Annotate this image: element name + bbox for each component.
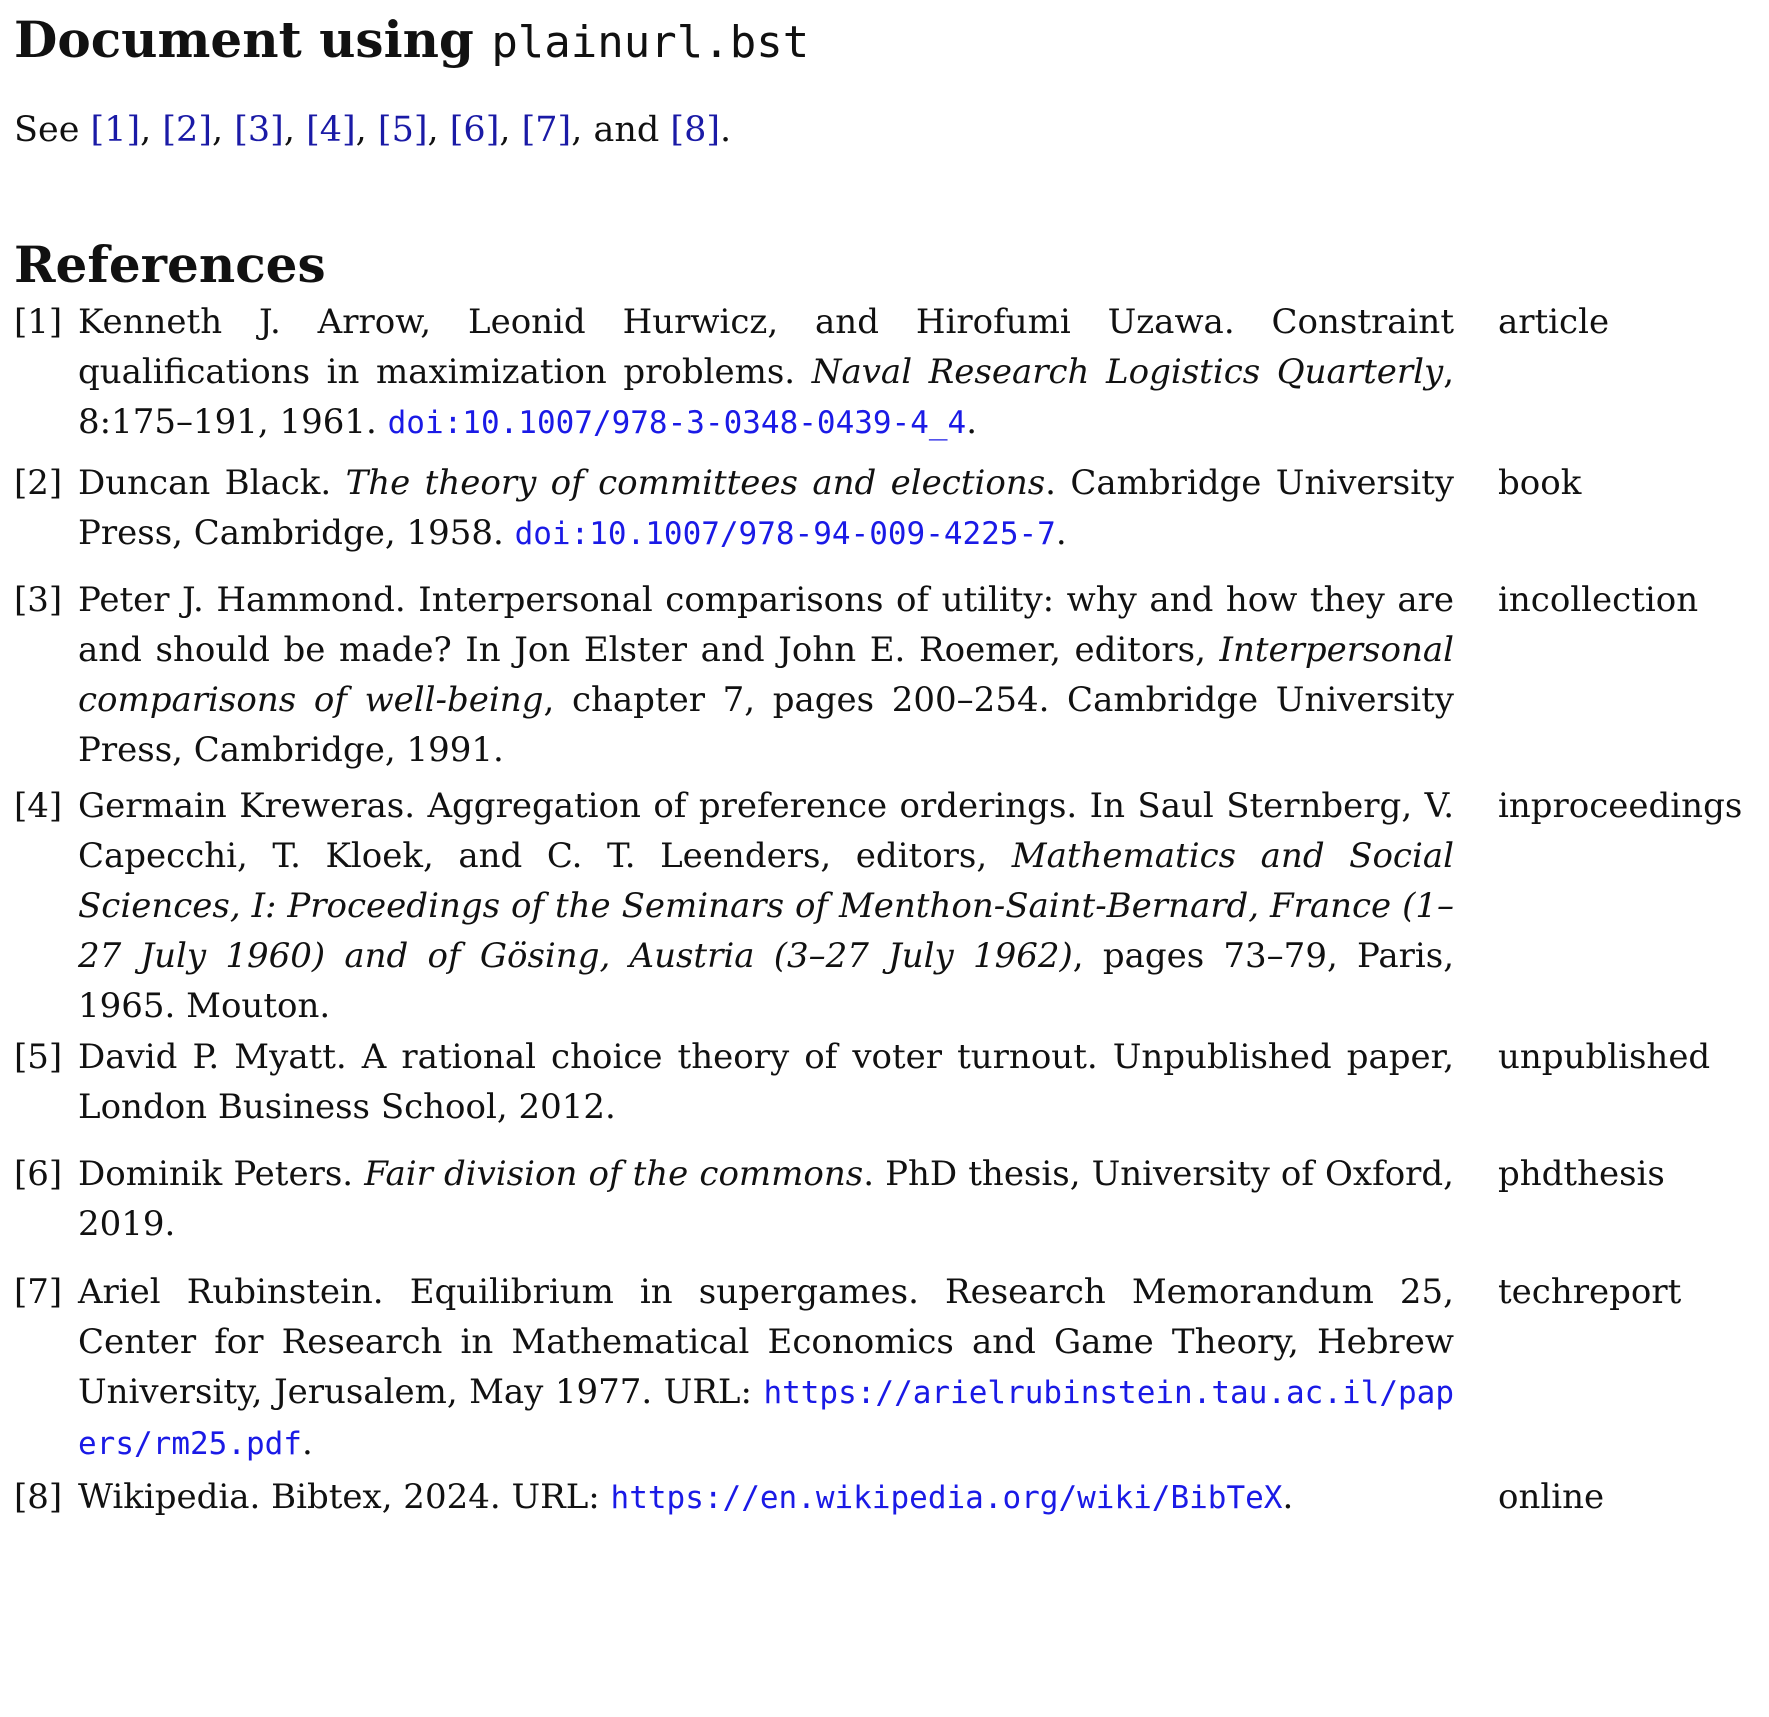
reference-body: Germain Kreweras. Aggregation of preference orderings. In Saul Sternberg, V. Capecchi, T. Kloek, and C. T. Leenders, editors, Mathematics and Social Sciences, I: Proceedings of the Seminars of Menthon-Saint-Bernard, France (1–27 July 1960) and of Gösing, Austria (3–27 July 1962), pages 73–79, Paris, 1965. Mouton.	[78, 786, 1455, 1026]
intro-and: and	[593, 110, 660, 150]
reference-type: inproceedings	[1498, 786, 1743, 826]
page-title	[14, 10, 809, 73]
doi-link[interactable]: doi:10.1007/978-94-009-4225-7	[514, 516, 1056, 552]
reference-body: Peter J. Hammond. Interpersonal comparisons of utility: why and how they are and should be made? In Jon Elster and John E. Roemer, editors, Interpersonal comparisons of well-being, chapter 7, pages 200–254. Cambridge University Press, Cambridge, 1991.	[78, 580, 1455, 770]
citation-link[interactable]: [7]	[521, 110, 572, 150]
reference-number: [4]	[14, 786, 63, 826]
reference-type: unpublished	[1498, 1037, 1711, 1077]
reference-body: Dominik Peters. Fair division of the commons. PhD thesis, University of Oxford, 2019.	[78, 1154, 1454, 1244]
reference-body: Wikipedia. Bibtex, 2024. URL: https://en.wikipedia.org/wiki/BibTeX.	[78, 1477, 1294, 1517]
citation-link[interactable]: [8]	[670, 110, 720, 150]
citation-link[interactable]: [3]	[234, 110, 284, 150]
reference-body: Ariel Rubinstein. Equilibrium in supergames. Research Memorandum 25, Center for Research in Mathematical Economics and Game Theory, Hebrew University, Jerusalem, May 1977. URL: https://arielrubinstein.tau.ac.il/papers/rm25.pdf.	[78, 1272, 1454, 1463]
title-mono: plainurl.bst	[491, 17, 810, 68]
reference-body: Duncan Black. The theory of committees and elections. Cambridge University Press, Cambridge, 1958. doi:10.1007/978-94-009-4225-7.	[78, 463, 1454, 553]
reference-number: [2]	[14, 463, 63, 503]
citation-link[interactable]: [1]	[90, 110, 141, 150]
title-text: Document using	[14, 10, 474, 69]
reference-number: [8]	[14, 1477, 63, 1517]
url-link[interactable]: https://arielrubinstein.tau.ac.il/papers/rm25.pdf	[78, 1375, 1454, 1462]
reference-body: David P. Myatt. A rational choice theory of voter turnout. Unpublished paper, London Business School, 2012.	[78, 1037, 1454, 1127]
intro-paragraph: See [1], [2], [3], [4], [5], [6], [7], and [8].	[14, 110, 732, 150]
reference-body: Kenneth J. Arrow, Leonid Hurwicz, and Hirofumi Uzawa. Constraint qualifications in maximization problems. Naval Research Logistics Quarterly, 8:175–191, 1961. doi:10.1007/978-3-0348-0439-4_4.	[78, 302, 1455, 442]
reference-number: [6]	[14, 1154, 63, 1194]
reference-type: techreport	[1498, 1272, 1682, 1312]
reference-number: [5]	[14, 1037, 63, 1077]
reference-type: incollection	[1498, 580, 1699, 620]
references-heading: References	[14, 235, 326, 294]
intro-prefix: See	[14, 110, 80, 150]
citation-link[interactable]: [4]	[306, 110, 356, 150]
citation-link[interactable]: [5]	[377, 110, 428, 150]
url-link[interactable]: https://en.wikipedia.org/wiki/BibTeX	[610, 1480, 1283, 1516]
reference-type: book	[1498, 463, 1582, 503]
reference-type: phdthesis	[1498, 1154, 1665, 1194]
reference-number: [3]	[14, 580, 63, 620]
doi-link[interactable]: doi:10.1007/978-3-0348-0439-4_4	[387, 405, 967, 441]
reference-type: online	[1498, 1477, 1605, 1517]
reference-number: [7]	[14, 1272, 63, 1312]
reference-number: [1]	[14, 302, 63, 342]
reference-type: article	[1498, 302, 1610, 342]
intro-end: .	[720, 110, 732, 150]
citation-link[interactable]: [2]	[162, 110, 212, 150]
citation-link[interactable]: [6]	[449, 110, 500, 150]
